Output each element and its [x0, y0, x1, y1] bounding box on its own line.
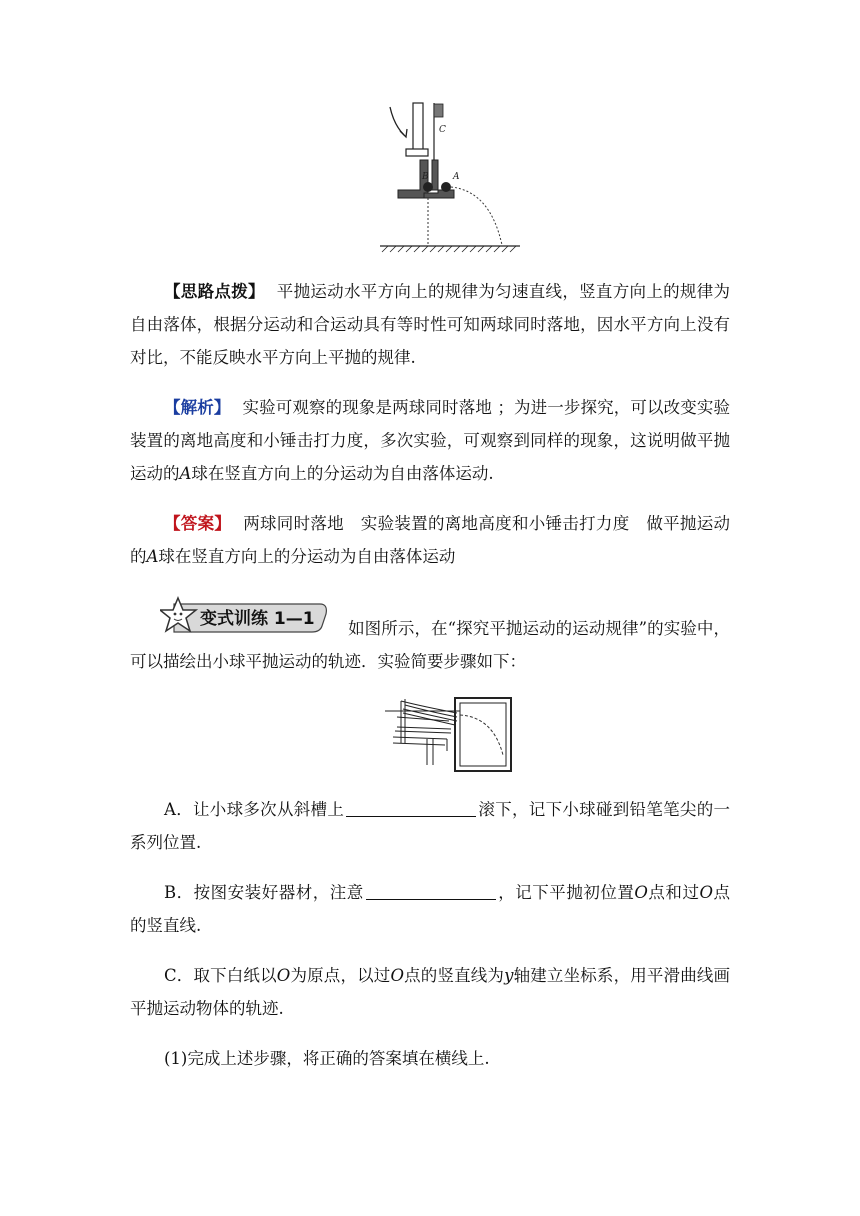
step-a-after: 滚下，记下小球碰到铅笔笔尖的一系列位置. [130, 800, 730, 852]
step-a-paragraph [130, 793, 730, 859]
step-b-paragraph [130, 876, 730, 942]
step-b-blank [366, 881, 496, 900]
variant-paragraph [130, 612, 730, 678]
label-b: B [422, 172, 429, 182]
analysis-tag: 【思路点拨】 [164, 282, 265, 301]
variant-text: 如图所示，在“探究平抛运动的运动规律”的实验中，可以描绘出小球平抛运动的轨迹．实验简要步骤如下： [130, 619, 730, 671]
incline-figure [385, 695, 515, 775]
apparatus-figure [380, 95, 520, 257]
answer-paragraph [130, 507, 730, 573]
label-c: C [439, 125, 446, 135]
answer-text-2: 球在竖直方向上的分运动为自由落体运动 [158, 547, 456, 566]
step-c-o1: O [276, 966, 291, 985]
question-1-text: (1)完成上述步骤，将正确的答案填在横线上. [164, 1049, 490, 1068]
step-b-before: B．按图安装好器材，注意 [164, 883, 364, 902]
explain-tag: 【解析】 [164, 398, 231, 417]
step-b-mid2: 点和过 [647, 883, 700, 902]
step-c-before: C．取下白纸以 [164, 966, 277, 985]
step-b-after: 点的竖直线. [130, 883, 730, 935]
analysis-paragraph [130, 275, 730, 374]
step-c-y: y [504, 966, 514, 985]
step-c-o2: O [390, 966, 404, 985]
answer-tag: 【答案】 [164, 514, 232, 533]
explain-text-1: 实验可观察的现象是两球同时落地 ；为进一步探究，可以改变实验装置的离地高度和小锤击打力度，多次实验，可观察到同样的现象，这说明做平抛运动的 [130, 398, 730, 483]
step-c-mid: 为原点，以过 [290, 966, 391, 985]
label-a: A [453, 172, 460, 182]
step-c-after: 轴建立坐标系，用平滑曲线画平抛运动物体的轨迹. [130, 966, 731, 1018]
explain-paragraph [130, 391, 730, 490]
answer-var-a: A [146, 547, 159, 566]
step-c-mid2: 点的竖直线为 [403, 966, 505, 985]
step-a-blank [346, 798, 476, 817]
question-1 [130, 1042, 730, 1075]
step-a-before: A．让小球多次从斜槽上 [164, 800, 345, 819]
step-c-paragraph [130, 959, 730, 1025]
variant-badge-text: 变式训练 1—1 [200, 609, 315, 629]
step-b-mid: ，记下平抛初位置 [497, 883, 635, 902]
explain-text-2: 球在竖直方向上的分运动为自由落体运动. [191, 464, 494, 483]
step-b-o1: O [634, 883, 648, 902]
step-b-o2: O [699, 883, 713, 902]
analysis-text: 平抛运动水平方向上的规律为匀速直线，竖直方向上的规律为自由落体，根据分运动和合运动具有等时性可知两球同时落地，因水平方向上没有对比，不能反映水平方向上平抛的规律. [130, 282, 730, 367]
explain-var-a: A [179, 464, 192, 483]
answer-text-1: 两球同时落地 实验装置的离地高度和小锤击打力度 做平抛运动的 [130, 514, 730, 566]
